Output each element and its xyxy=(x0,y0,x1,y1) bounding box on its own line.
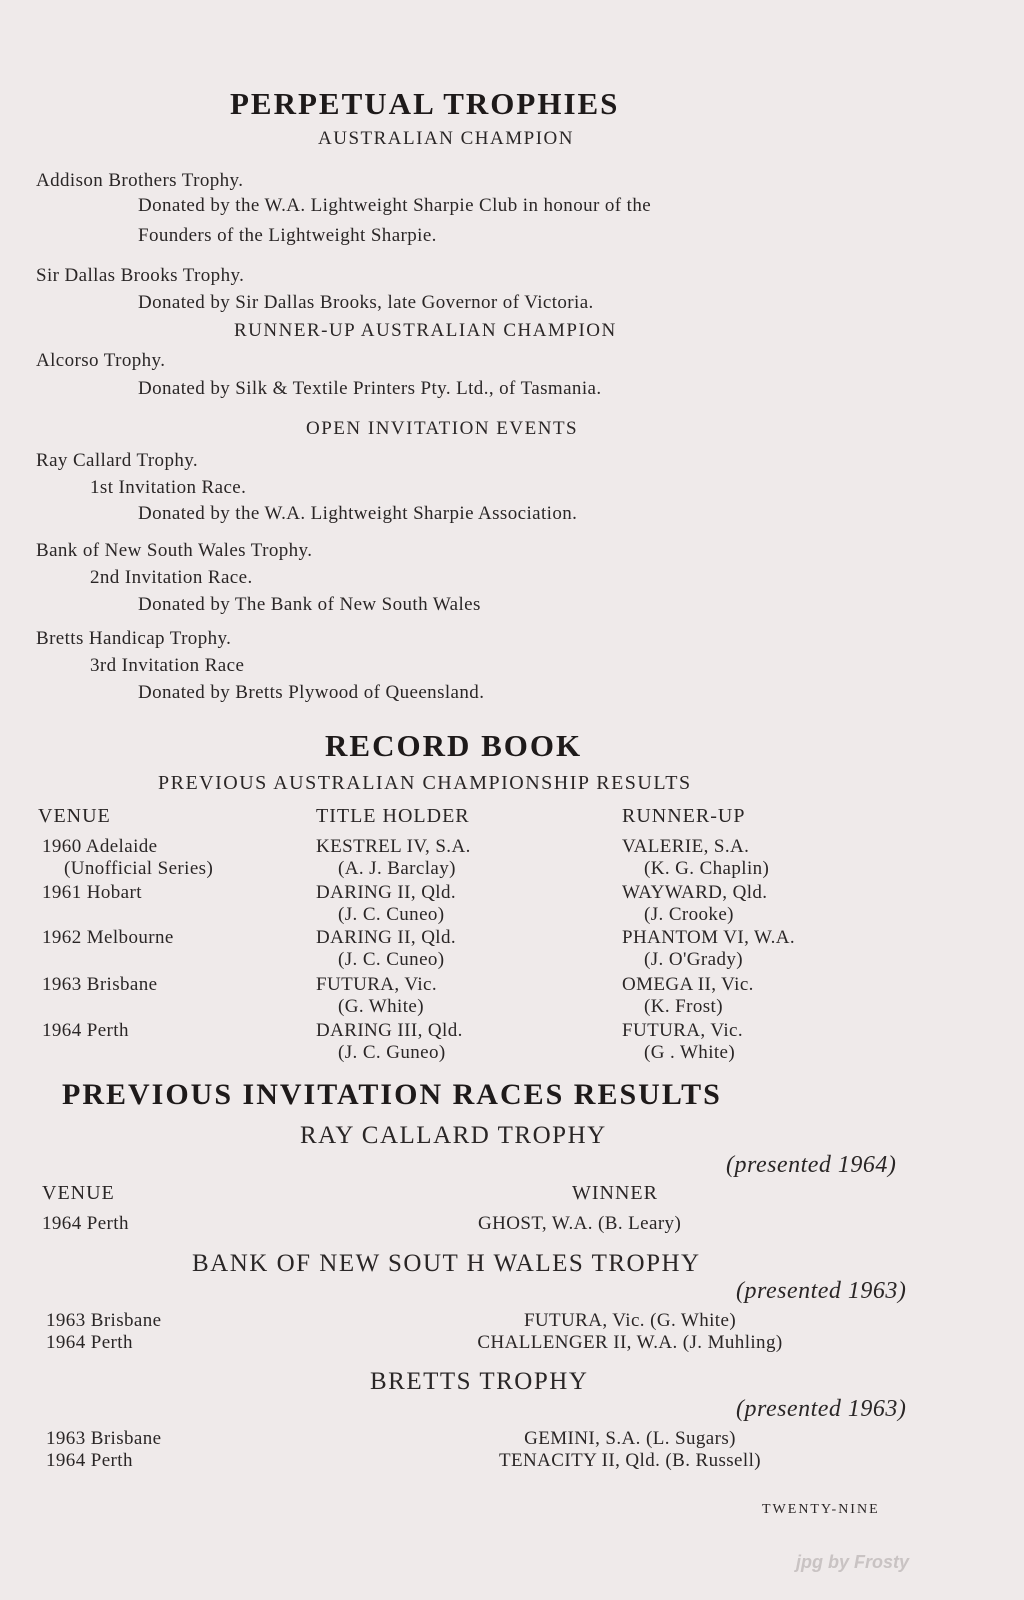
record-runner-skipper: (J. Crooke) xyxy=(644,904,734,925)
record-book-title: RECORD BOOK xyxy=(325,728,583,763)
record-holder-skipper: (J. C. Cuneo) xyxy=(338,949,445,970)
record-row xyxy=(42,882,142,904)
record-holder-cell xyxy=(316,1020,463,1064)
bretts-donor: Donated by Bretts Plywood of Queensland. xyxy=(138,682,485,703)
record-runner-cell xyxy=(622,974,754,1018)
record-holder-skipper: (J. C. Guneo) xyxy=(338,1042,446,1063)
record-holder-cell xyxy=(316,836,471,880)
australian-champion-heading: AUSTRALIAN CHAMPION xyxy=(318,128,574,149)
bank-result-venues xyxy=(46,1310,162,1354)
callard-donor: Donated by the W.A. Lightweight Sharpie Association. xyxy=(138,503,578,524)
record-runner: WAYWARD, Qld. xyxy=(622,882,768,903)
record-runner: OMEGA II, Vic. xyxy=(622,974,754,995)
callard-result-venue: 1964 Perth xyxy=(42,1213,129,1234)
addison-trophy-name: Addison Brothers Trophy. xyxy=(36,170,244,191)
record-runner-cell xyxy=(622,1020,743,1064)
invitation-col-winner: WINNER xyxy=(572,1182,658,1204)
callard-presented: (presented 1964) xyxy=(726,1152,897,1178)
bretts-result-winner: GEMINI, S.A. (L. Sugars) xyxy=(524,1428,736,1449)
bank-presented: (presented 1963) xyxy=(736,1278,907,1304)
record-venue: 1962 Melbourne xyxy=(42,927,174,948)
perpetual-trophies-title: PERPETUAL TROPHIES xyxy=(230,86,620,121)
bretts-results-title: BRETTS TROPHY xyxy=(370,1368,589,1395)
record-row xyxy=(42,836,213,880)
bretts-race: 3rd Invitation Race xyxy=(90,655,245,676)
bank-results-title: BANK OF NEW SOUT H WALES TROPHY xyxy=(192,1250,701,1277)
bretts-result-venue: 1963 Brisbane xyxy=(46,1428,162,1449)
record-holder: DARING II, Qld. xyxy=(316,882,457,903)
record-runner-cell xyxy=(622,836,769,880)
invitation-results-title: PREVIOUS INVITATION RACES RESULTS xyxy=(62,1078,722,1111)
record-holder: KESTREL IV, S.A. xyxy=(316,836,471,857)
record-holder-skipper: (J. C. Cuneo) xyxy=(338,904,445,925)
record-holder: DARING II, Qld. xyxy=(316,927,457,948)
alcorso-trophy-name: Alcorso Trophy. xyxy=(36,350,166,371)
bank-donor: Donated by The Bank of New South Wales xyxy=(138,594,481,615)
record-venue: 1963 Brisbane xyxy=(42,974,158,995)
record-holder: FUTURA, Vic. xyxy=(316,974,438,995)
brooks-trophy-name: Sir Dallas Brooks Trophy. xyxy=(36,265,245,286)
record-row xyxy=(42,1020,129,1042)
record-runner-skipper: (K. G. Chaplin) xyxy=(644,858,770,879)
bank-race: 2nd Invitation Race. xyxy=(90,567,253,588)
bank-result-winner: FUTURA, Vic. (G. White) xyxy=(523,1310,737,1331)
record-holder-cell xyxy=(316,882,456,926)
record-holder-skipper: (A. J. Barclay) xyxy=(338,858,456,879)
record-venue: 1960 Adelaide xyxy=(42,836,158,857)
record-col-title-holder: TITLE HOLDER xyxy=(316,805,470,827)
record-holder-skipper: (G. White) xyxy=(338,996,424,1017)
bretts-result-venue: 1964 Perth xyxy=(46,1450,133,1471)
addison-donation-line2: Founders of the Lightweight Sharpie. xyxy=(138,225,437,246)
bank-result-winners xyxy=(420,1310,840,1354)
record-runner: PHANTOM VI, W.A. xyxy=(622,927,796,948)
record-runner-skipper: (G . White) xyxy=(644,1042,736,1063)
invitation-col-venue: VENUE xyxy=(42,1182,115,1204)
record-holder-cell xyxy=(316,927,456,971)
watermark: jpg by Frosty xyxy=(796,1552,910,1572)
open-invitation-heading: OPEN INVITATION EVENTS xyxy=(306,418,579,439)
bretts-trophy-name: Bretts Handicap Trophy. xyxy=(36,628,232,649)
callard-race: 1st Invitation Race. xyxy=(90,477,247,498)
bank-result-venue: 1963 Brisbane xyxy=(46,1310,162,1331)
bretts-result-winners xyxy=(420,1428,840,1472)
record-runner-cell xyxy=(622,882,767,926)
record-row xyxy=(42,974,158,996)
record-runner-skipper: (J. O'Grady) xyxy=(644,949,743,970)
record-runner-skipper: (K. Frost) xyxy=(644,996,723,1017)
record-holder: DARING III, Qld. xyxy=(316,1020,463,1041)
record-venue: 1961 Hobart xyxy=(42,882,142,903)
addison-donation-line1: Donated by the W.A. Lightweight Sharpie Club in honour of the xyxy=(138,195,652,216)
runner-up-heading: RUNNER-UP AUSTRALIAN CHAMPION xyxy=(234,320,617,341)
bank-result-venue: 1964 Perth xyxy=(46,1332,133,1353)
record-row xyxy=(42,927,174,949)
record-runner: FUTURA, Vic. xyxy=(622,1020,744,1041)
bank-trophy-name: Bank of New South Wales Trophy. xyxy=(36,540,313,561)
record-runner: VALERIE, S.A. xyxy=(622,836,750,857)
page-number: TWENTY-NINE xyxy=(762,1502,880,1517)
record-venue-note: (Unofficial Series) xyxy=(64,858,214,879)
brooks-donation-line: Donated by Sir Dallas Brooks, late Governor of Victoria. xyxy=(138,292,594,313)
record-col-venue: VENUE xyxy=(38,805,111,827)
callard-trophy-name: Ray Callard Trophy. xyxy=(36,450,199,471)
callard-results-title: RAY CALLARD TROPHY xyxy=(300,1122,607,1149)
record-holder-cell xyxy=(316,974,437,1018)
bretts-presented: (presented 1963) xyxy=(736,1396,907,1422)
record-book-subtitle: PREVIOUS AUSTRALIAN CHAMPIONSHIP RESULTS xyxy=(158,772,692,794)
callard-result-winner: GHOST, W.A. (B. Leary) xyxy=(478,1213,682,1234)
record-venue: 1964 Perth xyxy=(42,1020,129,1041)
bretts-result-winner: TENACITY II, Qld. (B. Russell) xyxy=(499,1450,761,1471)
bank-result-winner: CHALLENGER II, W.A. (J. Muhling) xyxy=(477,1332,783,1353)
alcorso-donation-line: Donated by Silk & Textile Printers Pty. Ltd., of Tasmania. xyxy=(138,378,602,399)
record-runner-cell xyxy=(622,927,795,971)
bretts-result-venues xyxy=(46,1428,162,1472)
record-col-runner-up: RUNNER-UP xyxy=(622,805,746,827)
